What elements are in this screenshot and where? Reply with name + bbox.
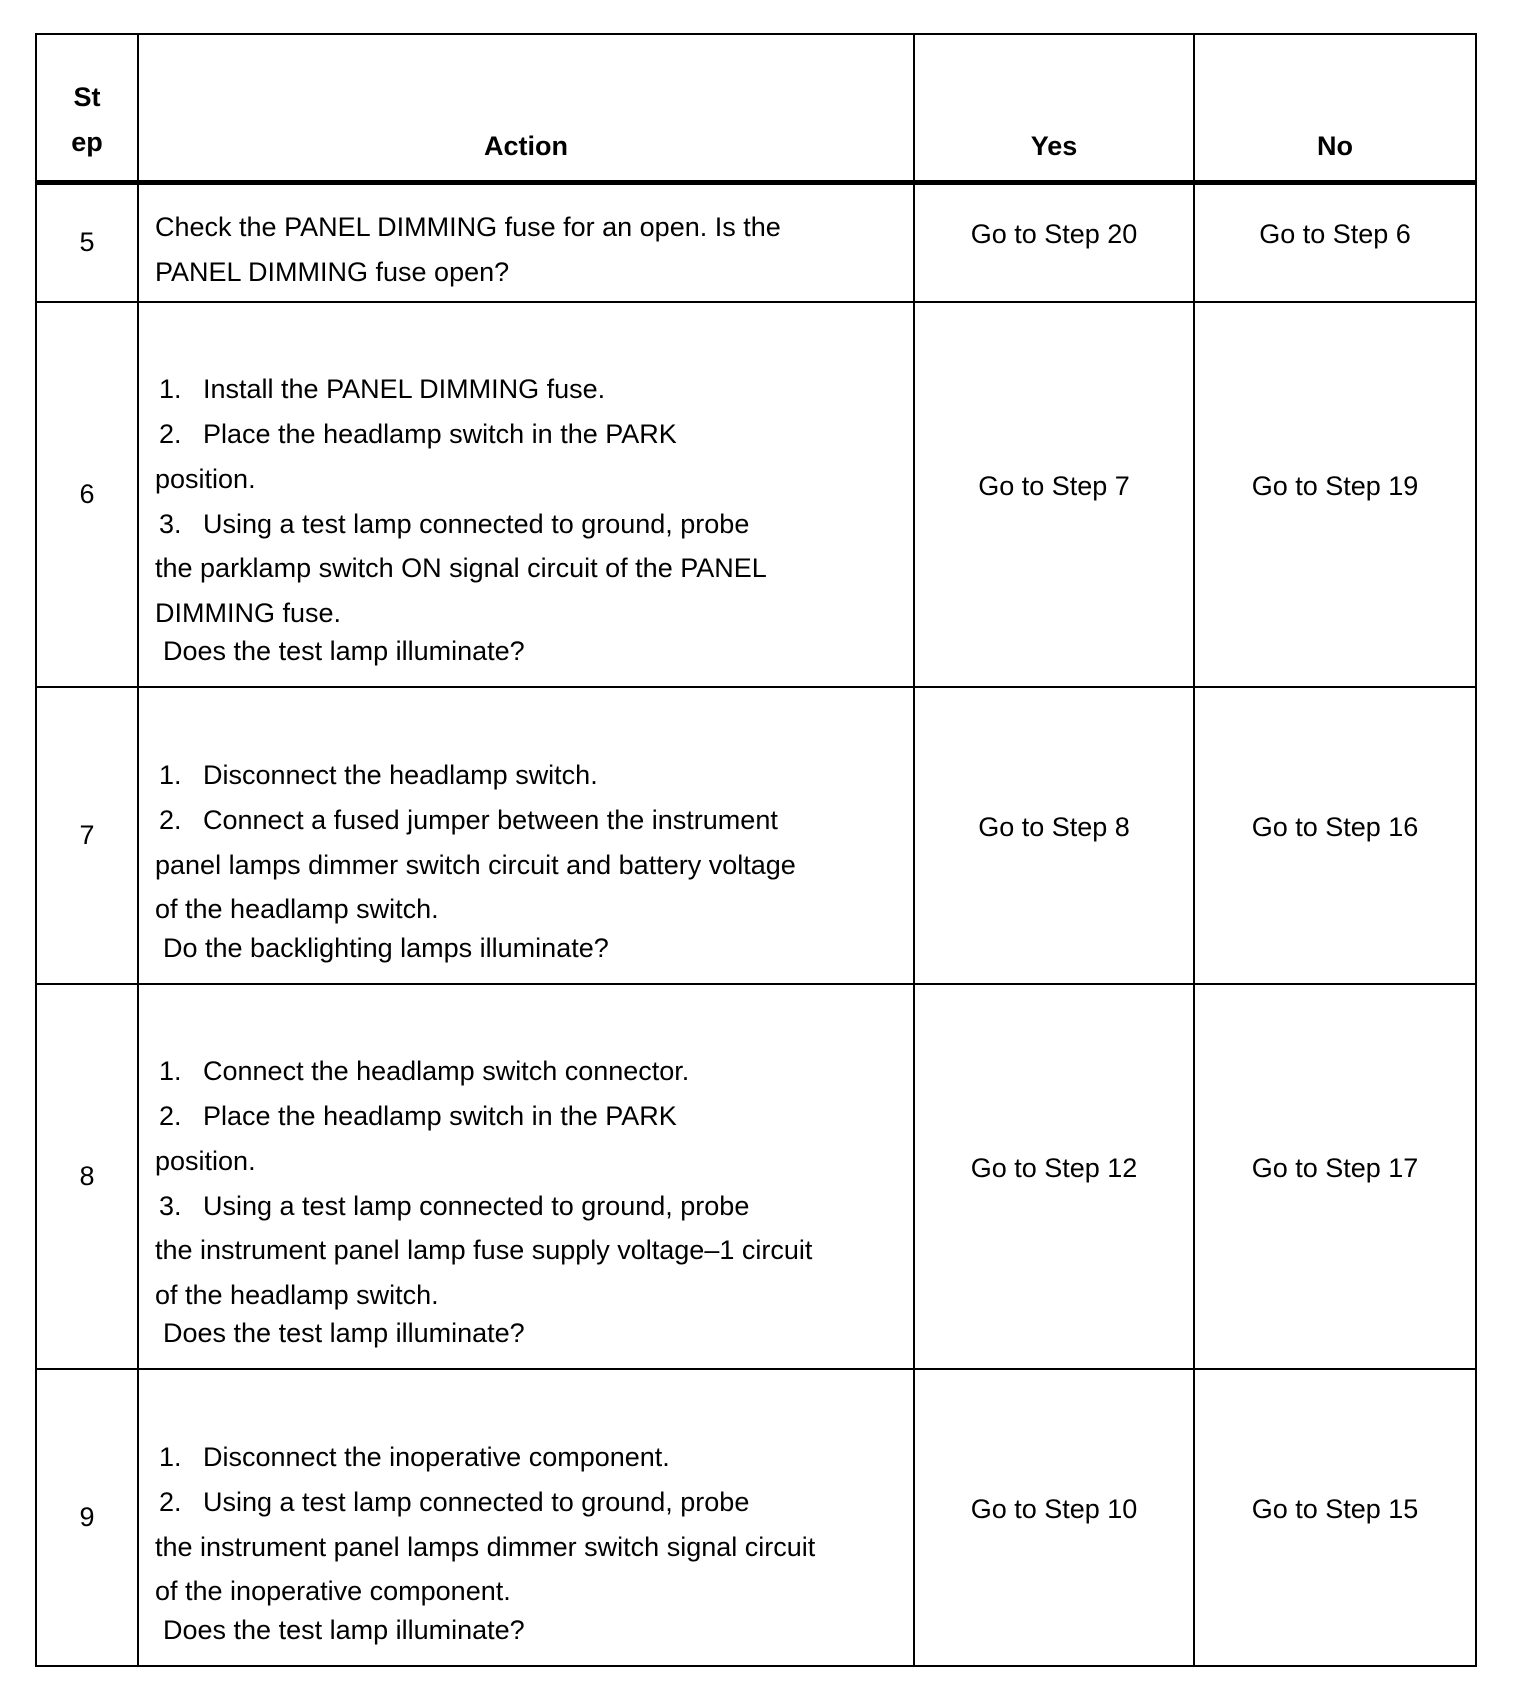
item-text: panel lamps dimmer switch circuit and battery voltage	[155, 849, 796, 880]
item-text: DIMMING fuse.	[155, 597, 342, 628]
action-cell	[138, 182, 914, 302]
action-cell	[138, 302, 914, 687]
item-text: Place the headlamp switch in the PARK	[203, 419, 677, 450]
action-item	[155, 367, 893, 412]
item-number: 1.	[159, 1056, 182, 1087]
no-result: Go to Step 19	[1194, 302, 1476, 687]
item-text: of the headlamp switch.	[155, 1279, 439, 1310]
action-cell	[138, 1369, 914, 1666]
step-number: 6	[36, 302, 138, 687]
item-number: 2.	[159, 804, 182, 835]
action-item	[155, 798, 893, 843]
yes-result: Go to Step 20	[914, 182, 1194, 302]
item-text: Using a test lamp connected to ground, probe	[203, 1486, 750, 1517]
item-number: 3.	[159, 508, 182, 539]
yes-result: Go to Step 10	[914, 1369, 1194, 1666]
action-item	[155, 1569, 893, 1614]
action-column-header: Action	[138, 34, 914, 182]
item-text: the instrument panel lamp fuse supply voltage–1 circuit	[155, 1235, 813, 1266]
action-item	[155, 1273, 893, 1318]
action-line: Check the PANEL DIMMING fuse for an open. Is the	[155, 212, 781, 243]
action-item	[155, 412, 893, 457]
action-item	[155, 753, 893, 798]
yes-result: Go to Step 12	[914, 984, 1194, 1369]
item-number: 2.	[159, 419, 182, 450]
action-question: Do the backlighting lamps illuminate?	[163, 933, 609, 963]
no-result: Go to Step 16	[1194, 687, 1476, 984]
item-text: the instrument panel lamps dimmer switch signal circuit	[155, 1531, 816, 1562]
action-item	[155, 457, 893, 502]
table-row	[36, 182, 1476, 302]
item-number: 3.	[159, 1190, 182, 1221]
item-text: of the headlamp switch.	[155, 894, 439, 925]
action-item	[155, 1094, 893, 1139]
item-text: of the inoperative component.	[155, 1576, 511, 1607]
action-question: Does the test lamp illuminate?	[163, 636, 525, 666]
step-number: 7	[36, 687, 138, 984]
action-item	[155, 591, 893, 636]
item-text: position.	[155, 463, 256, 494]
yes-result: Go to Step 8	[914, 687, 1194, 984]
action-question: Does the test lamp illuminate?	[163, 1615, 525, 1645]
step-number: 5	[36, 182, 138, 302]
item-number: 1.	[159, 374, 182, 405]
action-item	[155, 1435, 893, 1480]
action-item	[155, 1184, 893, 1229]
action-item	[155, 546, 893, 591]
item-text: Using a test lamp connected to ground, probe	[203, 1190, 750, 1221]
item-text: position.	[155, 1145, 256, 1176]
table-row	[36, 984, 1476, 1369]
yes-column-header: Yes	[914, 34, 1194, 182]
no-result: Go to Step 6	[1194, 182, 1476, 302]
item-number: 2.	[159, 1101, 182, 1132]
item-text: Disconnect the inoperative component.	[203, 1442, 670, 1473]
item-text: Place the headlamp switch in the PARK	[203, 1101, 677, 1132]
item-text: Connect a fused jumper between the instrument	[203, 804, 778, 835]
no-result: Go to Step 17	[1194, 984, 1476, 1369]
step-header-part: St	[73, 82, 101, 113]
action-item	[155, 1525, 893, 1570]
item-text: Using a test lamp connected to ground, probe	[203, 508, 750, 539]
item-text: Disconnect the headlamp switch.	[203, 760, 598, 791]
table-row	[36, 302, 1476, 687]
item-text: the parklamp switch ON signal circuit of the PANEL	[155, 553, 767, 584]
item-number: 1.	[159, 760, 182, 791]
action-item	[155, 1228, 893, 1273]
item-text: Connect the headlamp switch connector.	[203, 1056, 690, 1087]
action-item	[155, 502, 893, 547]
no-column-header: No	[1194, 34, 1476, 182]
step-column-header	[36, 34, 138, 182]
action-line: PANEL DIMMING fuse open?	[155, 256, 510, 287]
step-number: 9	[36, 1369, 138, 1666]
item-number: 1.	[159, 1442, 182, 1473]
action-question: Does the test lamp illuminate?	[163, 1318, 525, 1348]
no-result: Go to Step 15	[1194, 1369, 1476, 1666]
action-item	[155, 887, 893, 932]
action-cell	[138, 687, 914, 984]
action-item	[155, 1480, 893, 1525]
table-header-row	[36, 34, 1476, 182]
step-number: 8	[36, 984, 138, 1369]
item-number: 2.	[159, 1486, 182, 1517]
action-item	[155, 1049, 893, 1094]
action-cell	[138, 984, 914, 1369]
action-item	[155, 1139, 893, 1184]
step-header-part: ep	[71, 126, 103, 157]
table-row	[36, 1369, 1476, 1666]
table-row	[36, 687, 1476, 984]
action-item	[155, 843, 893, 888]
yes-result: Go to Step 7	[914, 302, 1194, 687]
item-text: Install the PANEL DIMMING fuse.	[203, 374, 606, 405]
diagnostic-table	[35, 33, 1477, 1667]
